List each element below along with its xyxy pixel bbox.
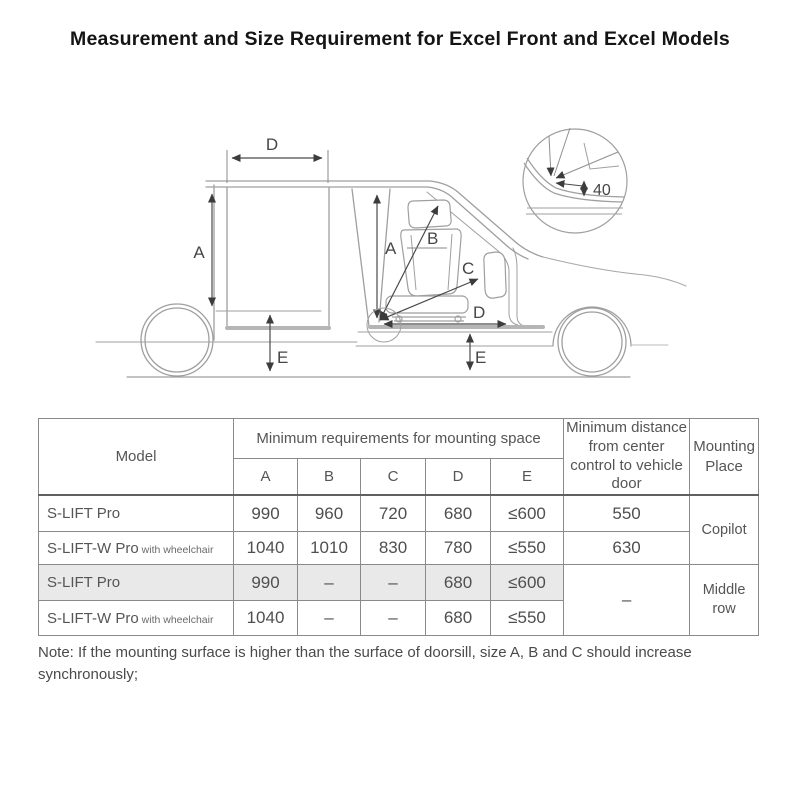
label-a-rear: A: [193, 243, 205, 262]
label-d-rear: D: [265, 135, 279, 154]
table-row: S-LIFT Pro 990 – – 680 ≤600 – Middle row: [39, 565, 759, 601]
header-dim-b: B: [298, 458, 361, 495]
mounting-place-middle: Middle row: [690, 565, 759, 636]
header-model: Model: [39, 419, 234, 496]
model-name: S-LIFT-W Pro with wheelchair: [39, 532, 234, 565]
sill-detail-circle: [523, 128, 627, 233]
cab-front-wall: [513, 248, 527, 327]
model-name: S-LIFT Pro: [39, 565, 234, 601]
b-pillar: [352, 189, 369, 326]
table-row: S-LIFT-W Pro with wheelchair 1040 1010 830 780 ≤550 630: [39, 532, 759, 565]
label-e-rear: E: [277, 348, 289, 367]
header-min-distance: Minimum distance from center control to vehicle door: [564, 419, 690, 496]
roofline: [206, 181, 543, 257]
note-text: Note: If the mounting surface is higher than the surface of doorsill, size A, B and C should increase synchronously;: [38, 644, 692, 683]
rear-wheel: [141, 304, 213, 376]
label-b: B: [427, 229, 439, 248]
label-d-cab: D: [473, 303, 486, 322]
dashboard-console: [484, 252, 506, 298]
label-40: 40: [593, 182, 611, 199]
label-a-cab: A: [385, 239, 397, 258]
min-distance-middle: –: [564, 565, 690, 636]
header-dim-d: D: [426, 458, 491, 495]
hood-line: [543, 257, 686, 286]
header-dim-e: E: [491, 458, 564, 495]
header-dim-c: C: [361, 458, 426, 495]
front-wheel-arch: [553, 307, 631, 346]
spec-table: [38, 418, 759, 636]
table-row: S-LIFT Pro 990 960 720 680 ≤600 550 Copilot: [39, 495, 759, 532]
label-e-cab: E: [475, 348, 487, 367]
header-mounting-space: Minimum requirements for mounting space: [234, 419, 564, 459]
header-mounting-place: Mounting Place: [690, 419, 759, 496]
seat-cushion: [386, 296, 468, 313]
model-name: S-LIFT Pro: [39, 495, 234, 532]
table-row: S-LIFT-W Pro with wheelchair 1040 – – 680 ≤550: [39, 601, 759, 636]
front-wheel: [558, 308, 626, 376]
page-title: Measurement and Size Requirement for Excel Front and Excel Models: [70, 28, 730, 50]
mounting-place-copilot: Copilot: [690, 495, 759, 565]
model-name: S-LIFT-W Pro with wheelchair: [39, 601, 234, 636]
label-c: C: [462, 259, 475, 278]
header-dim-a: A: [234, 458, 298, 495]
